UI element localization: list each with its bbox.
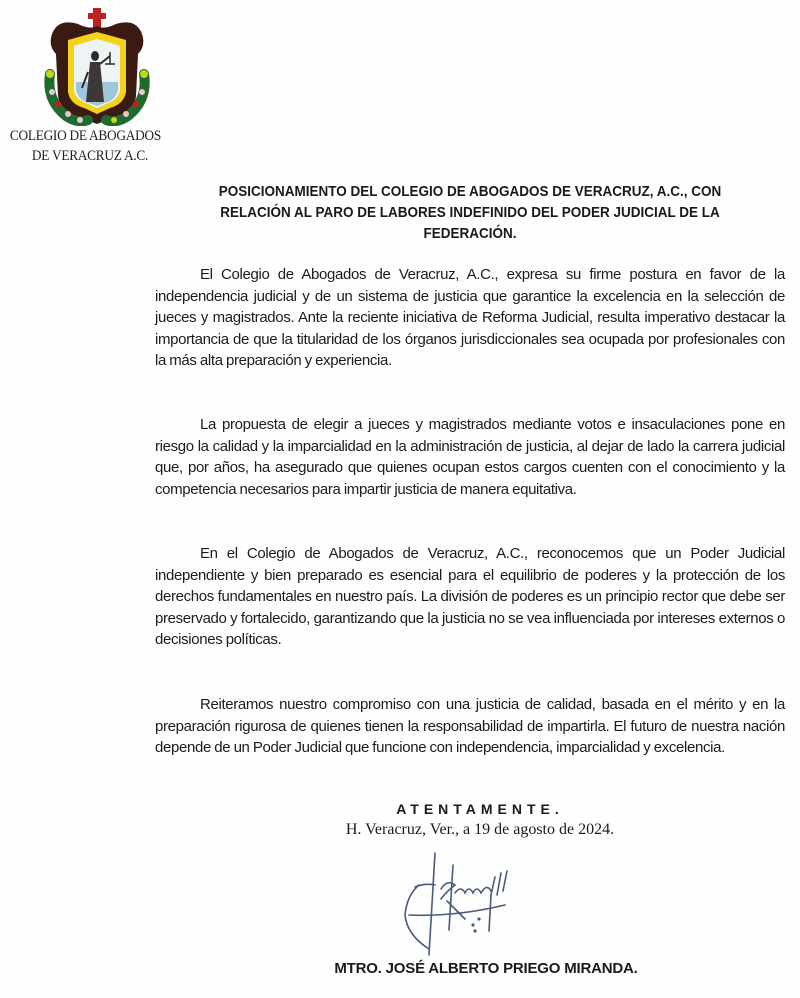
organization-name <box>8 126 164 166</box>
paragraph-text: En el Colegio de Abogados de Veracruz, A.C., reconocemos que un Poder Judicial independiente y bien preparado es esencial para el equilibrio de poderes y la protección de los derechos fundamentales en nuestro país. La división de poderes es un principio rector que debe ser preservado y fortalecido, garantizando que la justicia no se vea influenciada por intereses externos o decisiones políticas. <box>155 545 785 649</box>
paragraph-2 <box>155 414 785 500</box>
handwritten-signature-icon <box>395 845 545 960</box>
paragraph-text: Reiteramos nuestro compromiso con una justicia de calidad, basada en el mérito y en la preparación rigurosa de quienes tienen la responsabilidad de impartirla. El futuro de nuestra nación depende de un Poder Judicial que funcione con independencia, imparcialidad y excelencia. <box>155 696 785 757</box>
closing-block <box>300 798 660 840</box>
paragraph-text: La propuesta de elegir a jueces y magistrados mediante votos e insaculaciones pone en riesgo la calidad y la imparcialidad en la administración de justicia, al dejar de lado la carrera judicial que, por años, ha asegurado que quienes ocupan estos cargos cuenten con el conocimiento y la competencia necesarios para impartir justicia de manera equitativa. <box>155 416 785 498</box>
paragraph-4 <box>155 694 785 759</box>
coat-of-arms-icon <box>38 4 156 126</box>
closing-salutation: ATENTAMENTE. <box>396 801 564 817</box>
paragraph-text: El Colegio de Abogados de Veracruz, A.C., expresa su firme postura en favor de la independencia judicial y de un sistema de justicia que garantice la excelencia en la selección de jueces y magistrados. Ante la reciente iniciativa de Reforma Judicial, resulta imperativo destacar la importancia de que la titularidad de los órganos jurisdiccionales sea ocupada por profesionales con la más alta preparación y experiencia. <box>155 266 785 370</box>
place-and-date: H. Veracruz, Ver., a 19 de agosto de 2024. <box>345 821 615 838</box>
signer-name: MTRO. JOSÉ ALBERTO PRIEGO MIRANDA. <box>334 960 638 977</box>
paragraph-1 <box>155 264 785 372</box>
organization-logo-block <box>8 4 178 166</box>
organization-name-line1: COLEGIO DE ABOGADOS <box>9 128 161 144</box>
document-title: POSICIONAMIENTO DEL COLEGIO DE ABOGADOS DE VERACRUZ, A.C., CON RELACIÓN AL PARO DE LABORES INDEFINIDO DEL PODER JUDICIAL DE LA FEDERACIÓN. <box>218 183 722 242</box>
organization-name-line2: DE VERACRUZ A.C. <box>31 148 149 164</box>
paragraph-3 <box>155 543 785 651</box>
